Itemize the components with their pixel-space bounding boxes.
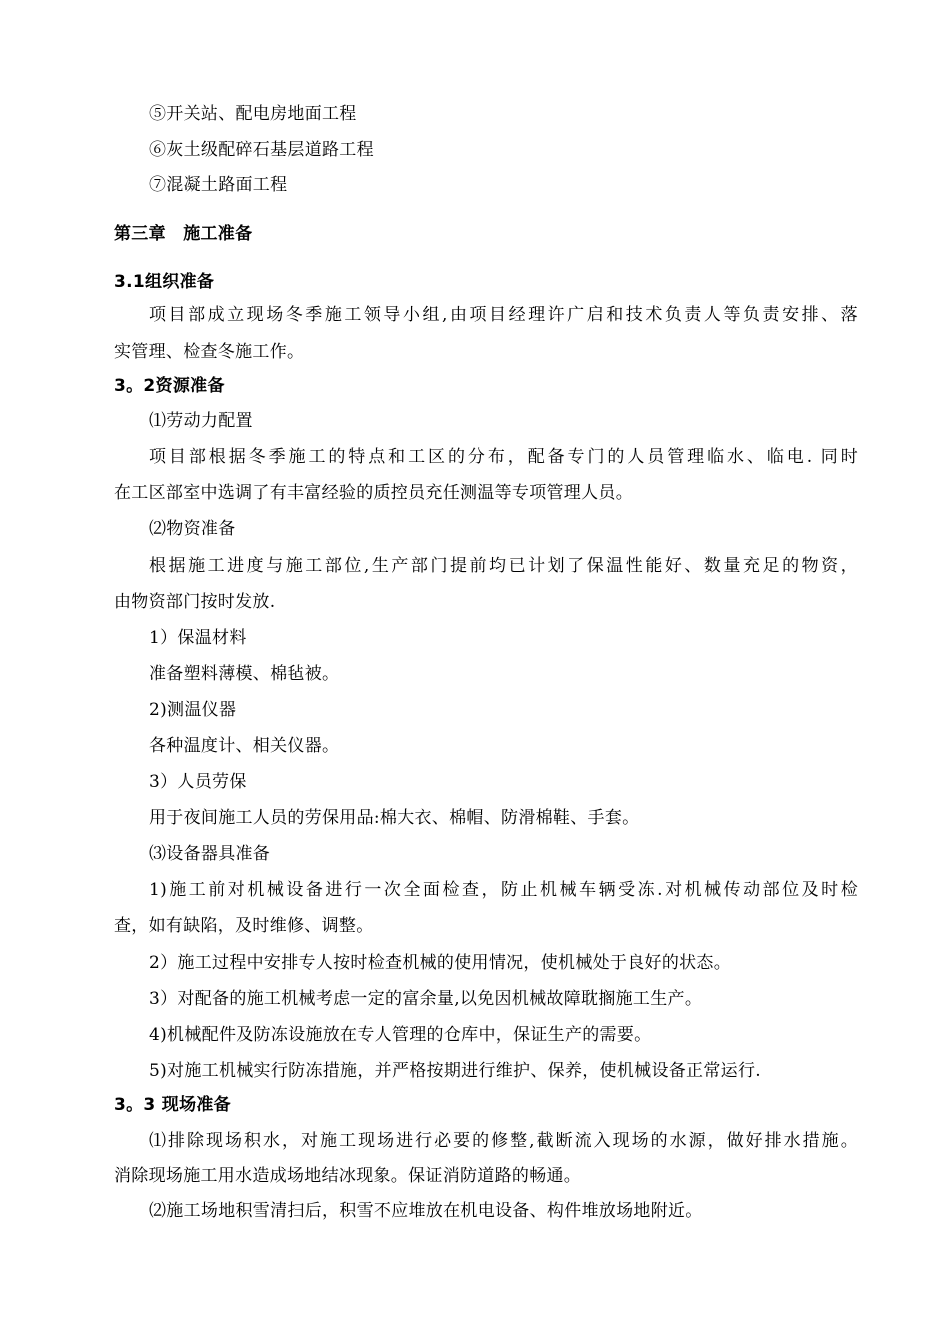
list-item-snow-clearing: ⑵施工场地积雪清扫后，积雪不应堆放在机电设备、构件堆放场地附近。	[149, 1201, 703, 1221]
list-item-equipment-2: 2）施工过程中安排专人按时检查机械的使用情况，使机械处于良好的状态。	[149, 953, 732, 973]
paragraph-line: 根据施工进度与施工部位,生产部门提前均已计划了保温性能好、数量充足的物资，	[149, 556, 858, 576]
subheading-equipment: ⑶设备器具准备	[149, 844, 271, 864]
list-item-thermometers: 2)测温仪器	[149, 700, 237, 720]
paragraph-line: 由物资部门按时发放.	[114, 592, 276, 612]
paragraph-line: 项目部成立现场冬季施工领导小组,由项目经理许广启和技术负责人等负责安排、落	[149, 305, 858, 325]
list-item-concrete-road: ⑦混凝土路面工程	[149, 175, 288, 195]
paragraph-line: 项目部根据冬季施工的特点和工区的分布，配备专门的人员管理临水、临电. 同时	[149, 447, 858, 467]
list-item-equipment-3: 3）对配备的施工机械考虑一定的富余量,以免因机械故障耽搁施工生产。	[149, 989, 703, 1009]
paragraph-line: 查，如有缺陷，及时维修、调整。	[114, 916, 374, 936]
section-heading-resources: 3。2资源准备	[114, 376, 225, 396]
subheading-labor: ⑴劳动力配置	[149, 411, 253, 431]
paragraph-line: 各种温度计、相关仪器。	[149, 736, 340, 756]
paragraph-line: 1)施工前对机械设备进行一次全面检查，防止机械车辆受冻.对机械传动部位及时检	[149, 880, 858, 900]
paragraph-line: 准备塑料薄模、棉毡被。	[149, 664, 340, 684]
list-item-protective-gear: 3）人员劳保	[149, 772, 247, 792]
list-item-equipment-5: 5)对施工机械实行防冻措施，并严格按期进行维护、保养，使机械设备正常运行.	[149, 1061, 761, 1081]
list-item-equipment-4: 4)机械配件及防冻设施放在专人管理的仓库中，保证生产的需要。	[149, 1025, 652, 1045]
section-heading-site: 3。3 现场准备	[114, 1095, 231, 1115]
paragraph-line: 用于夜间施工人员的劳保用品:棉大衣、棉帽、防滑棉鞋、手套。	[149, 808, 640, 828]
subheading-materials: ⑵物资准备	[149, 519, 236, 539]
paragraph-line: ⑴排除现场积水，对施工现场进行必要的修整,截断流入现场的水源，做好排水措施。	[149, 1131, 858, 1151]
list-item-switch-station: ⑤开关站、配电房地面工程	[149, 104, 357, 124]
list-item-insulation: 1）保温材料	[149, 628, 247, 648]
section-heading-organization: 3.1组织准备	[114, 272, 215, 292]
paragraph-line: 消除现场施工用水造成场地结冰现象。保证消防道路的畅通。	[114, 1166, 582, 1186]
chapter-heading: 第三章 施工准备	[114, 224, 253, 244]
paragraph-line: 实管理、检查冬施工作。	[114, 342, 305, 362]
list-item-road-base: ⑥灰土级配碎石基层道路工程	[149, 140, 374, 160]
paragraph-line: 在工区部室中选调了有丰富经验的质控员充任测温等专项管理人员。	[114, 483, 633, 503]
